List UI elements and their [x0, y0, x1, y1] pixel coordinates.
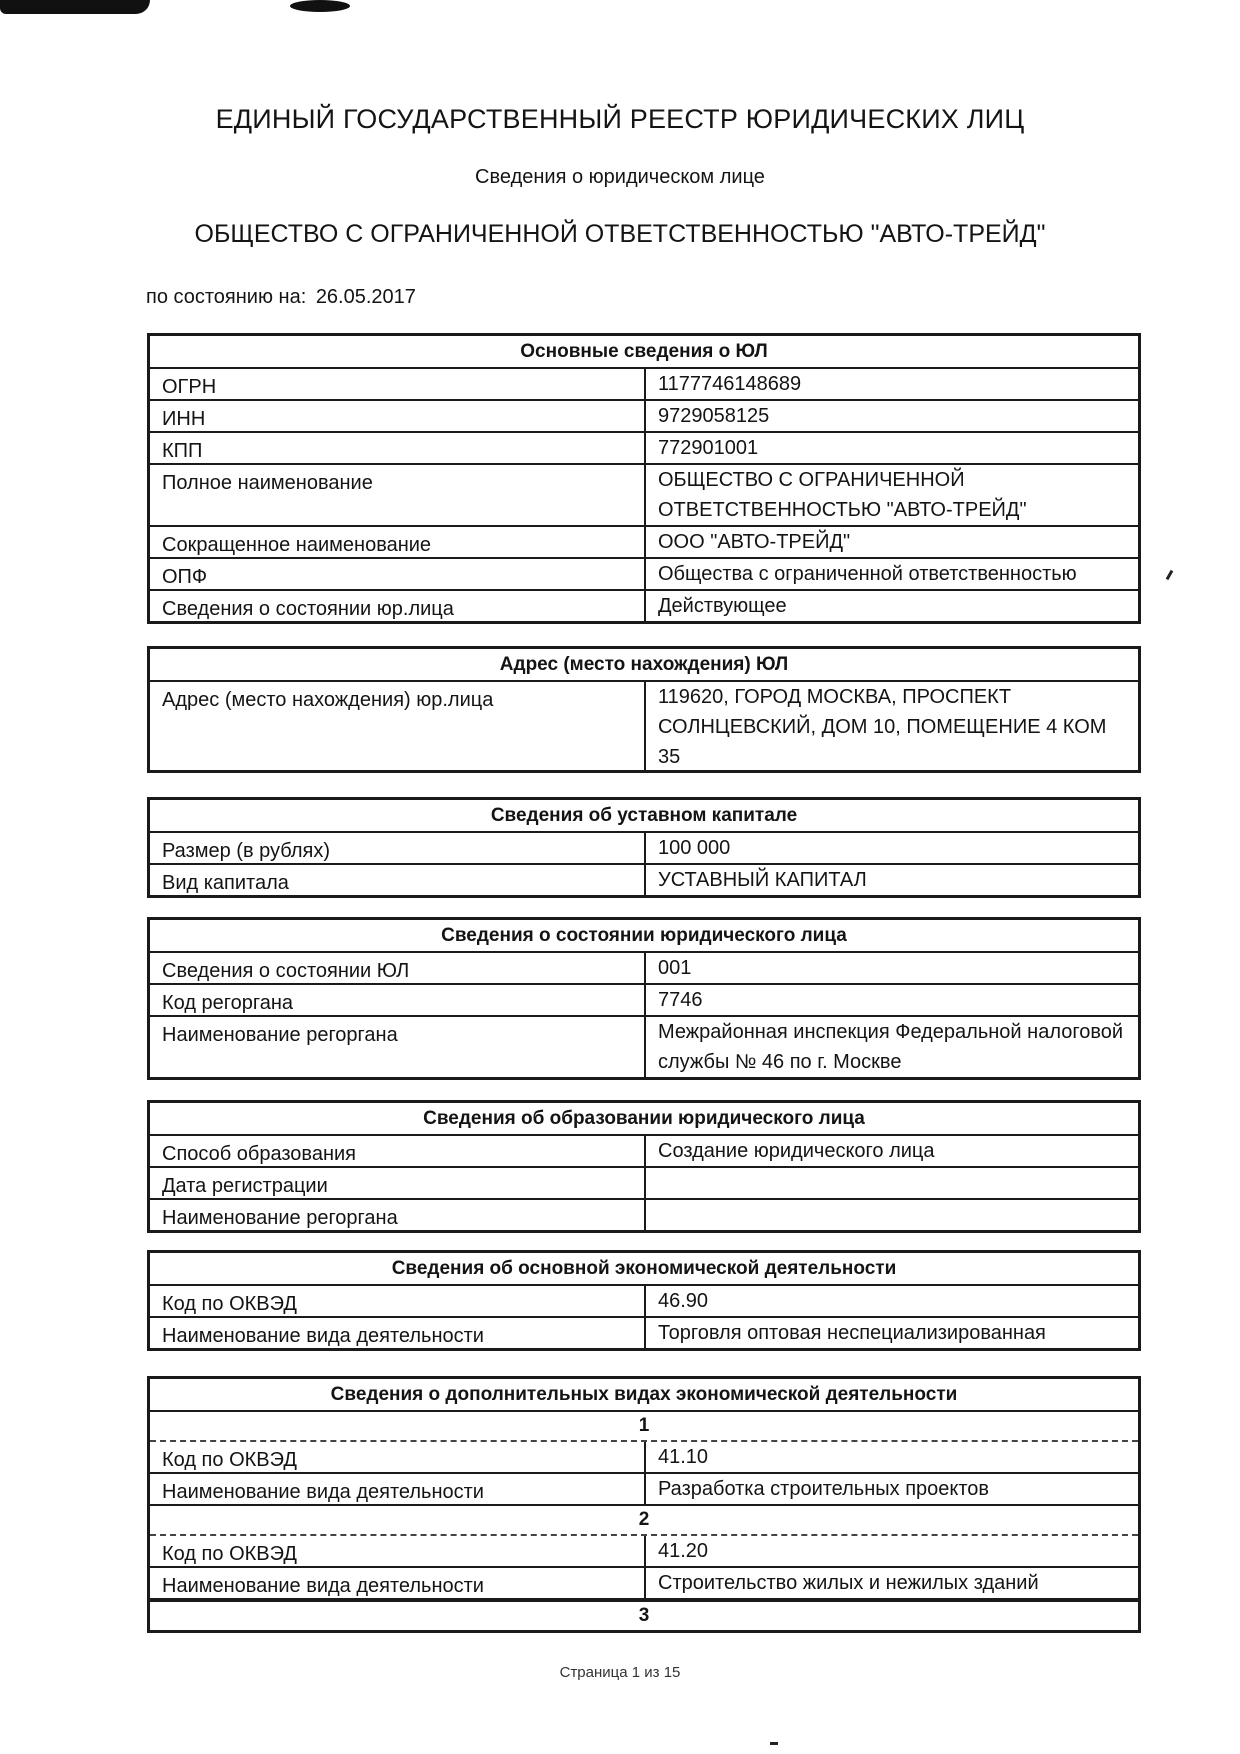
table-row	[150, 953, 1138, 985]
row-value: Создание юридического лица	[658, 1140, 935, 1162]
row-value: 7746	[658, 989, 703, 1011]
extra-activity-section	[147, 1376, 1141, 1633]
table-row	[150, 865, 1138, 895]
table-row	[150, 465, 1138, 527]
table-row	[150, 1017, 1138, 1077]
row-value: 1177746148689	[658, 373, 802, 395]
row-value: 46.90	[658, 1290, 709, 1312]
table-row	[150, 433, 1138, 465]
row-label: ИНН	[150, 401, 646, 431]
row-label: ОПФ	[150, 559, 646, 589]
table-row	[150, 1168, 1138, 1200]
row-value: 100 000	[658, 837, 731, 859]
row-label: Дата регистрации	[150, 1168, 646, 1198]
row-value: ОБЩЕСТВО С ОГРАНИЧЕННОЙ ОТВЕТСТВЕННОСТЬЮ "АВТО-ТРЕЙД"	[658, 469, 1027, 521]
row-value: Строительство жилых и нежилых зданий	[658, 1572, 1039, 1594]
capital-section	[147, 797, 1141, 898]
section-title: Сведения об основной экономической деятельности	[150, 1253, 1138, 1286]
as-of-date: 26.05.2017	[315, 286, 416, 308]
row-label: Код по ОКВЭД	[150, 1442, 646, 1472]
scan-smudge	[290, 0, 350, 12]
section-title: Сведения об уставном капитале	[150, 800, 1138, 833]
main-activity-section	[147, 1250, 1141, 1351]
row-label: Код по ОКВЭД	[150, 1536, 646, 1566]
row-label: Наименование вида деятельности	[150, 1474, 646, 1504]
row-label: ОГРН	[150, 369, 646, 399]
row-value: 772901001	[658, 437, 759, 459]
row-value	[646, 1168, 1138, 1198]
section-title: Сведения об образовании юридического лица	[150, 1103, 1138, 1136]
document-title: ЕДИНЫЙ ГОСУДАРСТВЕННЫЙ РЕЕСТР ЮРИДИЧЕСКИХ ЛИЦ	[215, 104, 1025, 134]
page-footer: Страница 1 из 15	[559, 1664, 681, 1681]
row-label: Способ образования	[150, 1136, 646, 1166]
row-label: Сведения о состоянии юр.лица	[150, 591, 646, 621]
section-title: Сведения о дополнительных видах экономической деятельности	[150, 1379, 1138, 1412]
table-row	[150, 559, 1138, 591]
row-value	[646, 1200, 1138, 1230]
main-info-section	[147, 333, 1141, 624]
table-row	[150, 1474, 1138, 1506]
row-value: 9729058125	[658, 405, 770, 427]
row-label: Размер (в рублях)	[150, 833, 646, 863]
row-label: КПП	[150, 433, 646, 463]
table-row	[150, 1442, 1138, 1474]
row-value: 41.10	[658, 1446, 709, 1468]
row-label: Код по ОКВЭД	[150, 1286, 646, 1316]
as-of-line	[146, 286, 416, 309]
scan-mark	[1166, 570, 1174, 580]
formation-section	[147, 1100, 1141, 1233]
table-row	[150, 1568, 1138, 1600]
table-row	[150, 1200, 1138, 1230]
row-label: Полное наименование	[150, 465, 646, 525]
row-label: Наименование регоргана	[150, 1017, 646, 1077]
document-subtitle: Сведения о юридическом лице	[475, 166, 765, 188]
row-label: Наименование регоргана	[150, 1200, 646, 1230]
row-label: Наименование вида деятельности	[150, 1568, 646, 1598]
as-of-label: по состоянию на:	[146, 286, 307, 308]
row-value: Разработка строительных проектов	[658, 1478, 990, 1500]
table-row	[150, 682, 1138, 770]
row-value: 119620, ГОРОД МОСКВА, ПРОСПЕКТ СОЛНЦЕВСКИЙ, ДОМ 10, ПОМЕЩЕНИЕ 4 КОМ 35	[658, 686, 1107, 768]
row-label: Наименование вида деятельности	[150, 1318, 646, 1348]
row-value: Общества с ограниченной ответственностью	[658, 563, 1077, 585]
table-row	[150, 1318, 1138, 1348]
organization-name: ОБЩЕСТВО С ОГРАНИЧЕННОЙ ОТВЕТСТВЕННОСТЬЮ "АВТО-ТРЕЙД"	[194, 220, 1046, 248]
table-row	[150, 527, 1138, 559]
table-row	[150, 1286, 1138, 1318]
row-value: 001	[658, 957, 692, 979]
row-value: Торговля оптовая неспециализированная	[658, 1322, 1046, 1344]
row-value: УСТАВНЫЙ КАПИТАЛ	[658, 869, 867, 891]
row-label: Сокращенное наименование	[150, 527, 646, 557]
scan-mark	[770, 1742, 778, 1745]
section-title: Адрес (место нахождения) ЮЛ	[150, 649, 1138, 682]
table-row	[150, 1136, 1138, 1168]
table-row	[150, 401, 1138, 433]
group-number: 3	[150, 1600, 1138, 1630]
row-label: Вид капитала	[150, 865, 646, 895]
row-value: Действующее	[658, 595, 787, 617]
table-row	[150, 369, 1138, 401]
scan-smudge	[0, 0, 150, 14]
table-row	[150, 1536, 1138, 1568]
row-label: Код регоргана	[150, 985, 646, 1015]
group-number: 1	[150, 1412, 1138, 1442]
row-label: Сведения о состоянии ЮЛ	[150, 953, 646, 983]
group-number: 2	[150, 1506, 1138, 1536]
row-value: 41.20	[658, 1540, 709, 1562]
address-section	[147, 646, 1141, 773]
status-section	[147, 917, 1141, 1080]
table-row	[150, 591, 1138, 621]
row-value: Межрайонная инспекция Федеральной налоговой службы № 46 по г. Москве	[658, 1021, 1124, 1073]
section-title: Основные сведения о ЮЛ	[150, 336, 1138, 369]
row-label: Адрес (место нахождения) юр.лица	[150, 682, 646, 770]
row-value: ООО "АВТО-ТРЕЙД"	[658, 531, 851, 553]
table-row	[150, 985, 1138, 1017]
table-row	[150, 833, 1138, 865]
section-title: Сведения о состоянии юридического лица	[150, 920, 1138, 953]
